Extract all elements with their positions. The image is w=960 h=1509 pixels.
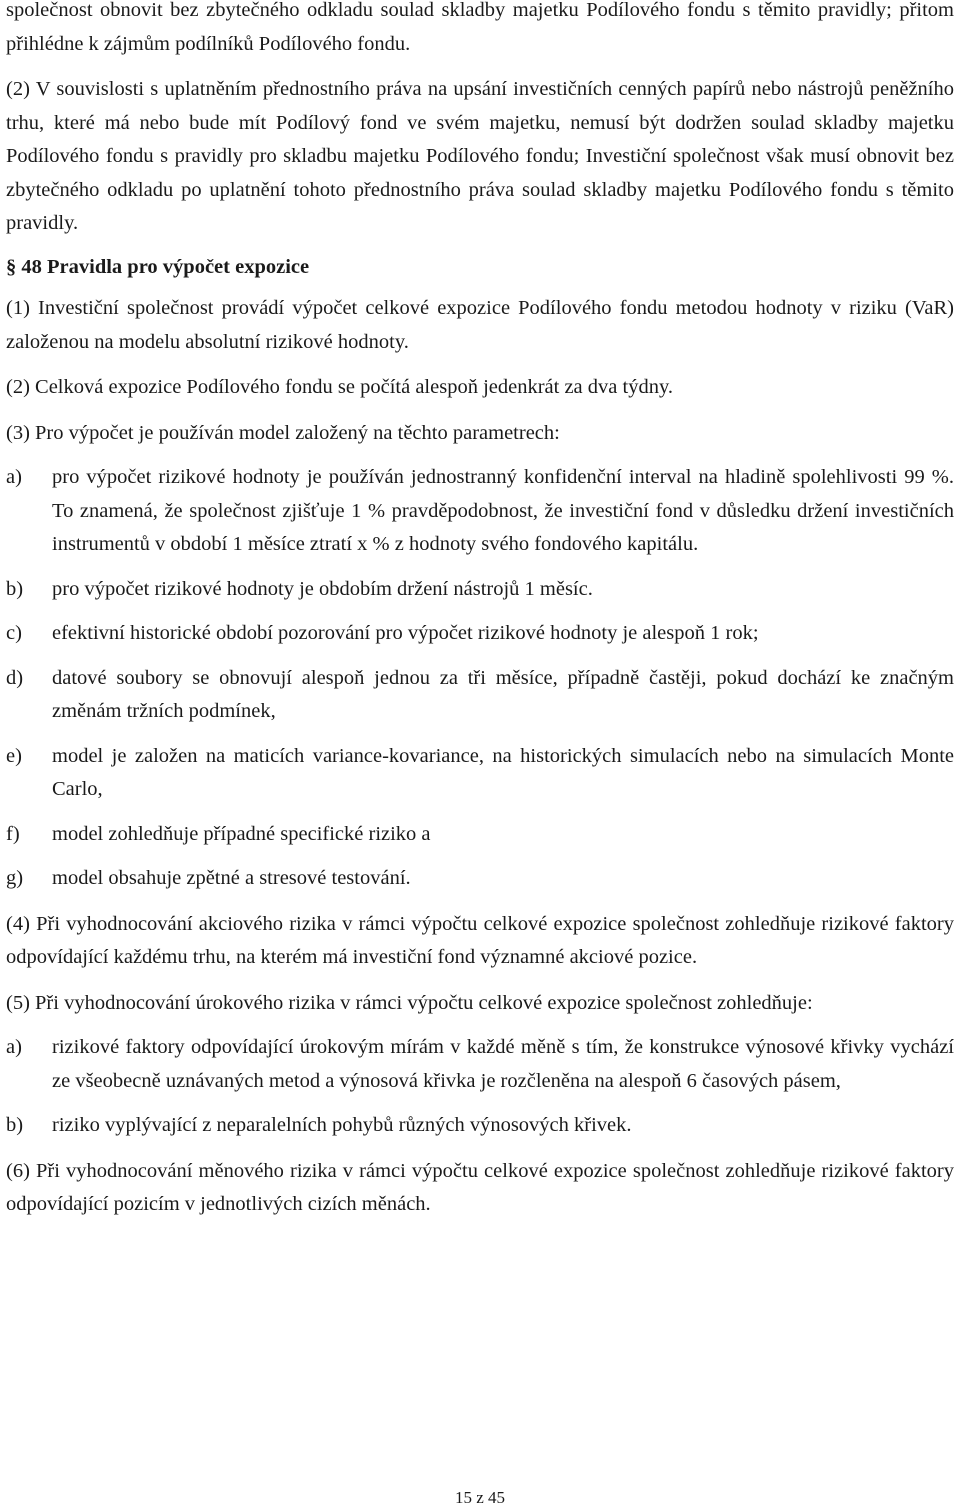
list-item-label: c) — [6, 622, 22, 644]
document-page — [6, 0, 954, 1222]
list-item-label: g) — [6, 867, 24, 889]
section-paragraph-5: (5) Při vyhodnocování úrokového rizika v rámci výpočtu celkové expozice společnost zohledňuje: — [6, 991, 813, 1014]
list-item-text: model zohledňuje případné specifické riziko a — [52, 822, 431, 845]
list-item-text: riziko vyplývající z neparalelních pohybů různých výnosových křivek. — [52, 1114, 632, 1136]
list-item-text: pro výpočet rizikové hodnoty je obdobím držení nástrojů 1 měsíc. — [52, 577, 593, 600]
section-paragraph-6: (6) Při vyhodnocování měnového rizika v rámci výpočtu celkové expozice společnost zohledňuje rizikové faktory odpovídající pozicím v jednotlivých cizích měnách. — [6, 1159, 954, 1215]
list-item — [6, 461, 954, 562]
section-paragraph-1: (1) Investiční společnost provádí výpočet celkové expozice Podílového fondu metodou hodnoty v riziku (VaR) založenou na modelu absolutní rizikové hodnoty. — [6, 297, 954, 353]
list-item — [6, 1031, 954, 1098]
list-item-text: pro výpočet rizikové hodnoty je používán jednostranný konfidenční interval na hladině spolehlivosti 99 %. To znamená, že společnost zjišťuje 1 % pravděpodobnost, že investiční fond v důsledku držení investičních instrumentů v období 1 měsíce ztratí x % z hodnoty svého fondového kapitálu. — [52, 466, 954, 555]
list-item-text: efektivní historické období pozorování pro výpočet rizikové hodnoty je alespoň 1 rok; — [52, 622, 759, 644]
list-item — [6, 818, 954, 852]
list-item-text: rizikové faktory odpovídající úrokovým mírám v každé měně s tím, že konstrukce výnosové křivky vychází ze všeobecně uznávaných metod a výnosová křivka je rozčleněna na alespoň 6 časových pásem, — [52, 1036, 954, 1092]
paragraph-continuation: společnost obnovit bez zbytečného odkladu soulad skladby majetku Podílového fondu s těmito pravidly; přitom přihlédne k zájmům podílníků Podílového fondu. — [6, 0, 954, 55]
list-item-text: model obsahuje zpětné a stresové testování. — [52, 867, 411, 889]
section-paragraph-2: (2) Celková expozice Podílového fondu se počítá alespoň jedenkrát za dva týdny. — [6, 376, 673, 398]
list-item — [6, 862, 954, 896]
section-paragraph-4: (4) Při vyhodnocování akciového rizika v rámci výpočtu celkové expozice společnost zohledňuje rizikové faktory odpovídající každému trhu, na kterém má investiční fond významné akciové pozice. — [6, 912, 954, 968]
list-item-label: b) — [6, 577, 24, 600]
list-item-text: model je založen na maticích variance-kovariance, na historických simulacích nebo na simulacích Monte Carlo, — [52, 744, 954, 800]
page-number: 15 z 45 — [454, 1488, 506, 1507]
list-item — [6, 617, 954, 651]
list-item-label: b) — [6, 1114, 24, 1136]
section-paragraph-3: (3) Pro výpočet je používán model založený na těchto parametrech: — [6, 421, 560, 444]
list-item — [6, 573, 954, 607]
interest-risk-list — [6, 1031, 954, 1143]
list-item — [6, 662, 954, 729]
list-item-label: f) — [6, 822, 20, 845]
section-heading: § 48 Pravidla pro výpočet expozice — [6, 255, 310, 278]
list-item — [6, 1109, 954, 1143]
parameter-list — [6, 461, 954, 896]
list-item — [6, 740, 954, 807]
paragraph-2: (2) V souvislosti s uplatněním přednostního práva na upsání investičních cenných papírů nebo nástrojů peněžního trhu, které má nebo bude mít Podílový fond ve svém majetku, nemusí být dodržen soulad skladby majetku Podílového fondu s pravidly pro skladbu majetku Podílového fondu; Investiční společnost však musí obnovit bez zbytečného odkladu po uplatnění tohoto přednostního práva soulad skladby majetku Podílového fondu s těmito pravidly. — [6, 78, 954, 234]
list-item-label: a) — [6, 466, 22, 488]
list-item-label: a) — [6, 1036, 22, 1058]
list-item-label: d) — [6, 666, 24, 689]
list-item-label: e) — [6, 744, 22, 767]
list-item-text: datové soubory se obnovují alespoň jednou za tři měsíce, případně častěji, pokud dochází ke značným změnám tržních podmínek, — [52, 666, 954, 722]
